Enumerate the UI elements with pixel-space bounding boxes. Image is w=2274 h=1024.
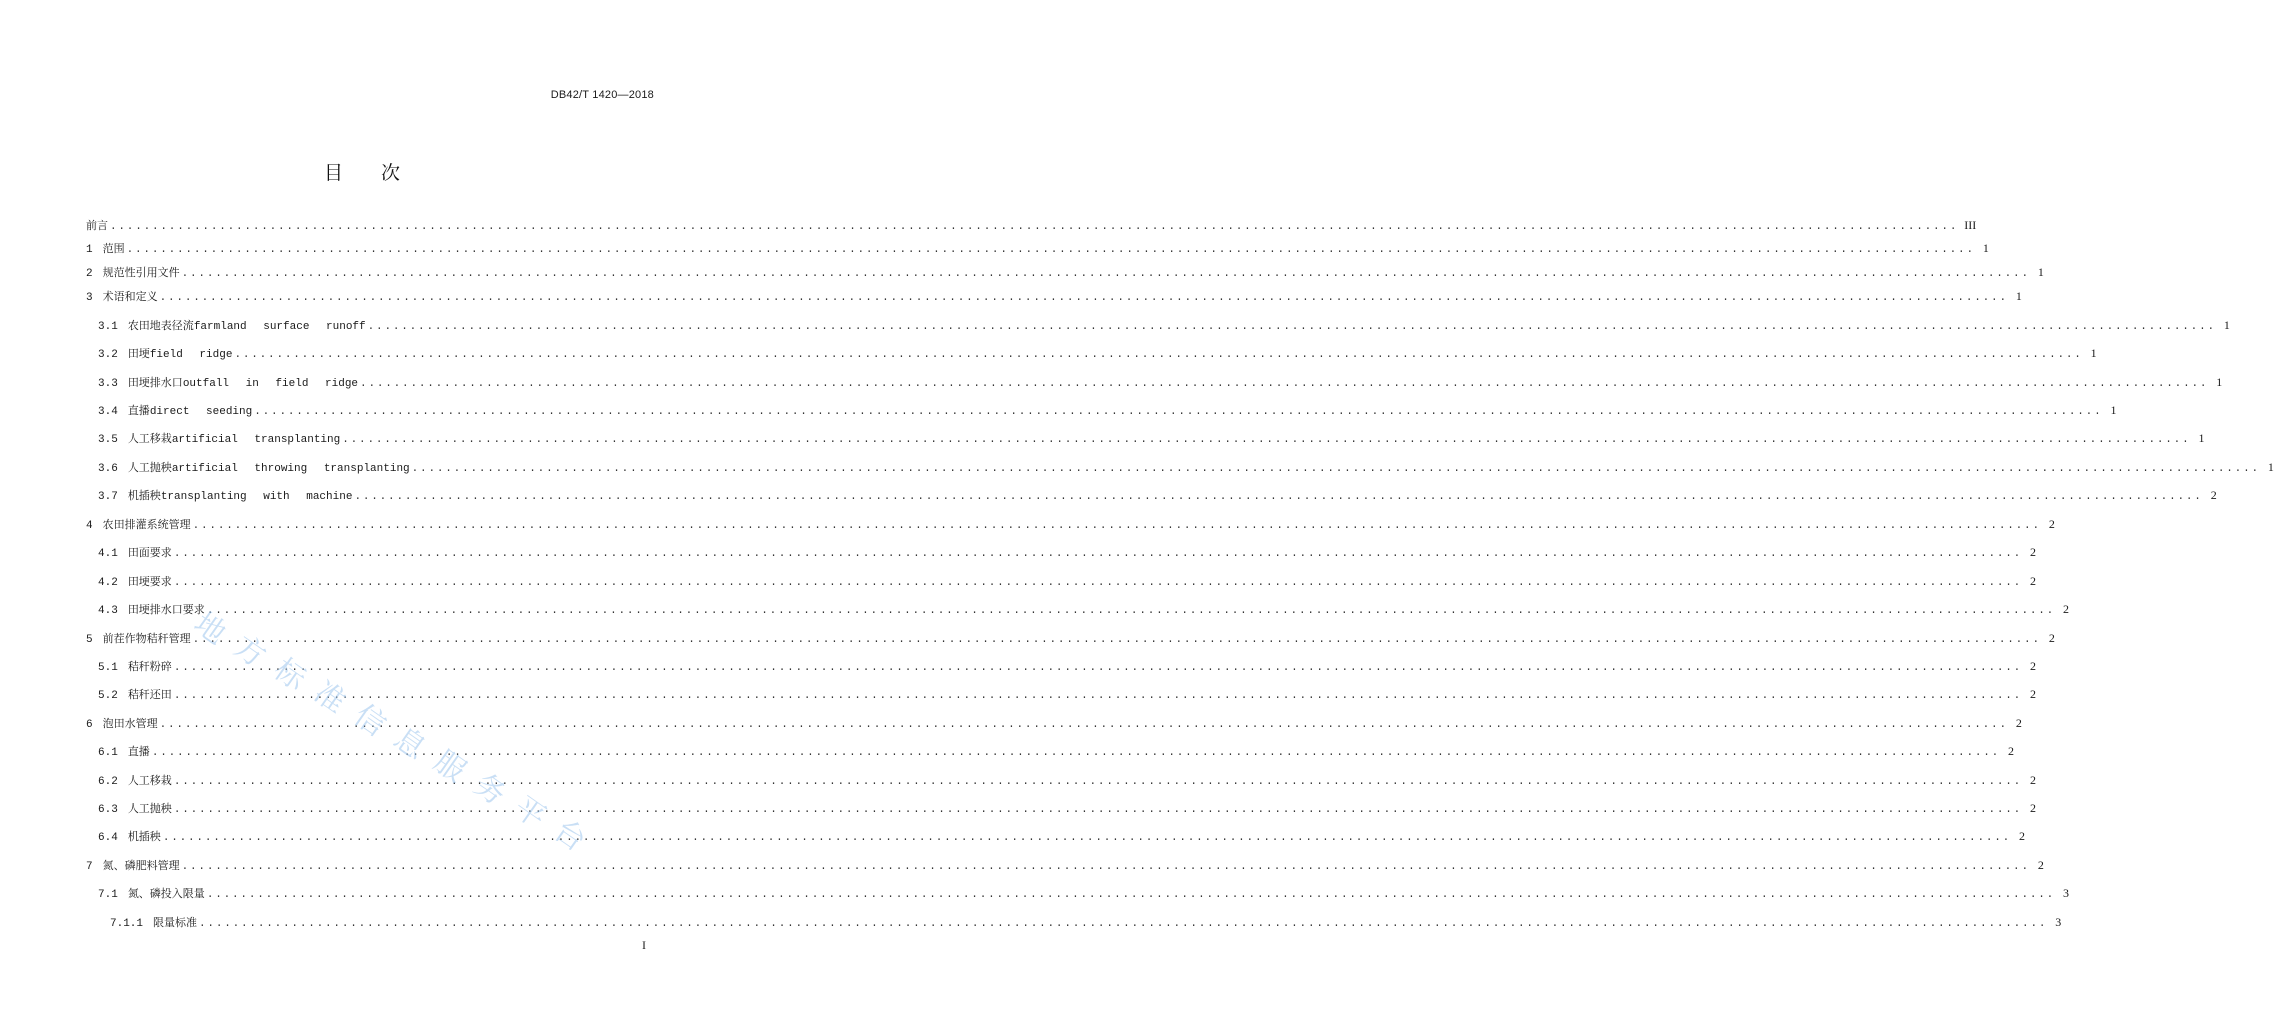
toc-dot-leader: ............................................................................................................................................................................................................................ <box>354 491 2203 503</box>
toc-entry-title: 农田地表径流 <box>127 319 194 332</box>
toc-entry-page: 2 <box>2037 858 2044 872</box>
toc-entry[interactable] <box>98 742 2015 760</box>
toc-entry[interactable] <box>98 486 2217 504</box>
toc-entry[interactable] <box>98 827 2026 845</box>
watermark-char: 平 <box>507 789 553 836</box>
toc-entry-number: 4.2 <box>98 577 118 589</box>
toc-entry[interactable] <box>110 913 2062 931</box>
toc-entry[interactable] <box>98 799 2037 817</box>
toc-entry-page: 1 <box>2110 403 2117 417</box>
toc-dot-leader: ............................................................................................................................................................................................................................ <box>234 349 2083 361</box>
toc-entry-title: 前茬作物秸秆管理 <box>102 632 191 645</box>
toc-entry-title: 秸秆还田 <box>127 688 172 701</box>
watermark-char: 息 <box>387 720 433 767</box>
toc-entry-page: 2 <box>2015 716 2022 730</box>
toc-entry[interactable] <box>86 216 1977 234</box>
toc-entry-title: 田埂排水口 <box>127 376 183 389</box>
watermark-char: 方 <box>227 628 273 675</box>
toc-dot-leader: ............................................................................................................................................................................................................................ <box>126 244 1975 256</box>
toc-entry-number: 3 <box>86 292 93 304</box>
toc-entry[interactable] <box>86 714 2022 732</box>
toc-entry-number: 7.1 <box>98 889 118 901</box>
toc-dot-leader: ............................................................................................................................................................................................................................ <box>199 918 2048 930</box>
toc-entry-title: 人工抛秧 <box>127 802 172 815</box>
watermark-char: 务 <box>467 766 513 813</box>
toc-entry-page: 2 <box>2030 574 2037 588</box>
toc-entry-page: 2 <box>2030 801 2037 815</box>
toc-dot-leader: ............................................................................................................................................................................................................................ <box>151 747 2001 759</box>
toc-entry-english-term: artificial throwing transplanting <box>171 463 410 475</box>
toc-entry[interactable] <box>98 884 2070 902</box>
toc-entry-page: 2 <box>2048 517 2055 531</box>
toc-dot-leader: ............................................................................................................................................................................................................................ <box>367 321 2216 333</box>
toc-entry-number: 4.1 <box>98 548 118 560</box>
standard-code: DB42/T 1420—2018 <box>550 89 654 101</box>
toc-entry-title: 机插秧 <box>127 489 161 502</box>
toc-entry-title: 人工移栽 <box>127 774 172 787</box>
toc-entry-number: 6.2 <box>98 776 118 788</box>
toc-entry-number: 3.5 <box>98 434 118 446</box>
toc-dot-leader: ............................................................................................................................................................................................................................ <box>159 292 2008 304</box>
toc-entry[interactable] <box>98 600 2070 618</box>
toc-entry-title: 田埂 <box>127 347 150 360</box>
toc-entry-page: 1 <box>2015 289 2022 303</box>
toc-entry-title: 范围 <box>102 242 125 255</box>
toc-dot-leader: ............................................................................................................................................................................................................................ <box>181 861 2030 873</box>
toc-entry[interactable] <box>98 429 2205 447</box>
toc-entry-number: 1 <box>86 244 93 256</box>
toc-entry-title: 直播 <box>127 745 150 758</box>
toc-entry-page: 1 <box>2223 318 2230 332</box>
toc-dot-leader: ............................................................................................................................................................................................................................ <box>173 662 2023 674</box>
toc-dot-leader: ............................................................................................................................................................................................................................ <box>173 690 2023 702</box>
toc-entry-english-term: artificial transplanting <box>171 434 341 446</box>
toc-entry-number: 6.3 <box>98 804 118 816</box>
toc-entry-page: 1 <box>2198 431 2205 445</box>
toc-entry[interactable] <box>98 657 2037 675</box>
toc-entry-page: III <box>1964 218 1977 232</box>
toc-entry[interactable] <box>98 344 2097 362</box>
toc-entry[interactable] <box>98 771 2037 789</box>
toc-entry[interactable] <box>98 316 2230 334</box>
toc-entry-title: 人工抛秧 <box>127 461 172 474</box>
toc-dot-leader: ............................................................................................................................................................................................................................ <box>173 804 2023 816</box>
toc-entry-title: 前言 <box>86 219 108 232</box>
toc-entry[interactable] <box>98 401 2117 419</box>
toc-entry-number: 5 <box>86 634 93 646</box>
toc-entry[interactable] <box>98 685 2037 703</box>
toc-entry[interactable] <box>86 263 2044 281</box>
toc-entry[interactable] <box>86 856 2044 874</box>
toc-entry[interactable] <box>98 543 2037 561</box>
toc-entry-page: 1 <box>2090 346 2097 360</box>
toc-dot-leader: ............................................................................................................................................................................................................................ <box>173 548 2023 560</box>
toc-dot-leader: ............................................................................................................................................................................................................................ <box>411 463 2260 475</box>
toc-entry-number: 3.6 <box>98 463 118 475</box>
toc-dot-leader: ............................................................................................................................................................................................................................ <box>162 832 2012 844</box>
toc-entry-page: 2 <box>2030 687 2037 701</box>
toc-entry-number: 3.4 <box>98 406 118 418</box>
page-title: 目 次 <box>323 162 400 184</box>
toc-dot-leader: ............................................................................................................................................................................................................................ <box>254 406 2103 418</box>
watermark-char: 信 <box>347 697 393 744</box>
watermark-char: 台 <box>547 812 593 859</box>
toc-dot-leader: ............................................................................................................................................................................................................................ <box>360 378 2209 390</box>
toc-entry-title: 氮、磷投入限量 <box>127 887 205 900</box>
toc-entry-number: 5.2 <box>98 690 118 702</box>
toc-entry-page: 3 <box>2063 886 2070 900</box>
toc-entry-number: 6.1 <box>98 747 118 759</box>
toc-entry[interactable] <box>98 572 2037 590</box>
toc-entry-page: 1 <box>2037 265 2044 279</box>
toc-entry-page: 2 <box>2063 602 2070 616</box>
toc-entry-number: 2 <box>86 268 93 280</box>
toc-entry-title: 术语和定义 <box>102 290 158 303</box>
toc-entry[interactable] <box>98 458 2274 476</box>
toc-entry-title: 秸秆粉碎 <box>127 660 172 673</box>
toc-entry-number: 7.1.1 <box>110 918 144 930</box>
toc-dot-leader: ............................................................................................................................................................................................................................ <box>173 776 2023 788</box>
toc-dot-leader: ............................................................................................................................................................................................................................ <box>342 434 2191 446</box>
toc-dot-leader: ............................................................................................................................................................................................................................ <box>206 605 2056 617</box>
toc-entry-english-term: transplanting with machine <box>160 491 353 503</box>
toc-entry-english-term: direct seeding <box>149 406 253 418</box>
toc-dot-leader: ............................................................................................................................................................................................................................ <box>192 634 2041 646</box>
toc-entry-page: 2 <box>2019 829 2026 843</box>
toc-entry[interactable] <box>86 629 2055 647</box>
toc-entry-title: 田埂要求 <box>127 575 172 588</box>
toc-entry-number: 6.4 <box>98 832 118 844</box>
toc-entry-title: 田埂排水口要求 <box>127 603 205 616</box>
toc-dot-leader: ............................................................................................................................................................................................................................ <box>181 268 2030 280</box>
toc-dot-leader: ............................................................................................................................................................................................................................ <box>159 719 2008 731</box>
toc-entry-number: 3.7 <box>98 491 118 503</box>
watermark-char: 地 <box>187 605 233 652</box>
toc-entry-number: 4 <box>86 520 93 532</box>
toc-entry-number: 3.1 <box>98 321 118 333</box>
toc-entry[interactable] <box>86 515 2055 533</box>
toc-entry-title: 氮、磷肥料管理 <box>102 859 180 872</box>
watermark-char: 准 <box>307 674 353 721</box>
toc-entry-page: 2 <box>2048 631 2055 645</box>
toc-entry-title: 机插秧 <box>127 830 161 843</box>
toc-entry-title: 限量标准 <box>153 916 198 929</box>
toc-entry-page: 1 <box>1982 241 1989 255</box>
toc-entry-title: 人工移栽 <box>127 432 172 445</box>
toc-entry-page: 2 <box>2030 773 2037 787</box>
toc-entry-english-term: field ridge <box>149 349 233 361</box>
toc-entry[interactable] <box>98 373 2223 391</box>
toc-entry-title: 直播 <box>127 404 150 417</box>
toc-entry-page: 3 <box>2055 915 2062 929</box>
toc-entry[interactable] <box>86 287 2022 305</box>
toc-entry-number: 6 <box>86 719 93 731</box>
toc-entry-title: 田面要求 <box>127 546 172 559</box>
toc-entry-page: 2 <box>2210 488 2217 502</box>
toc-entry-page: 2 <box>2008 744 2015 758</box>
toc-entry-page: 1 <box>2267 460 2274 474</box>
toc-entry-number: 4.3 <box>98 605 118 617</box>
toc-entry-page: 2 <box>2030 659 2037 673</box>
page-number: I <box>642 938 646 952</box>
toc-entry-number: 3.3 <box>98 378 118 390</box>
toc-entry-title: 农田排灌系统管理 <box>102 518 191 531</box>
toc-entry-title: 规范性引用文件 <box>102 266 180 279</box>
watermark-char: 服 <box>427 743 473 790</box>
toc-entry-number: 7 <box>86 861 93 873</box>
toc-entry-number: 5.1 <box>98 662 118 674</box>
toc-entry-title: 泡田水管理 <box>102 717 158 730</box>
toc-dot-leader: ............................................................................................................................................................................................................................ <box>110 221 1959 233</box>
toc-entry[interactable] <box>86 239 1989 257</box>
toc-entry-page: 2 <box>2030 545 2037 559</box>
toc-entry-number: 3.2 <box>98 349 118 361</box>
toc-dot-leader: ............................................................................................................................................................................................................................ <box>206 889 2056 901</box>
toc-entry-english-term: farmland surface runoff <box>193 321 366 333</box>
toc-dot-leader: ............................................................................................................................................................................................................................ <box>173 577 2023 589</box>
toc-entry-page: 1 <box>2216 375 2223 389</box>
toc-dot-leader: ............................................................................................................................................................................................................................ <box>192 520 2041 532</box>
watermark-char: 标 <box>267 651 313 698</box>
toc-entry-english-term: outfall in field ridge <box>182 378 359 390</box>
